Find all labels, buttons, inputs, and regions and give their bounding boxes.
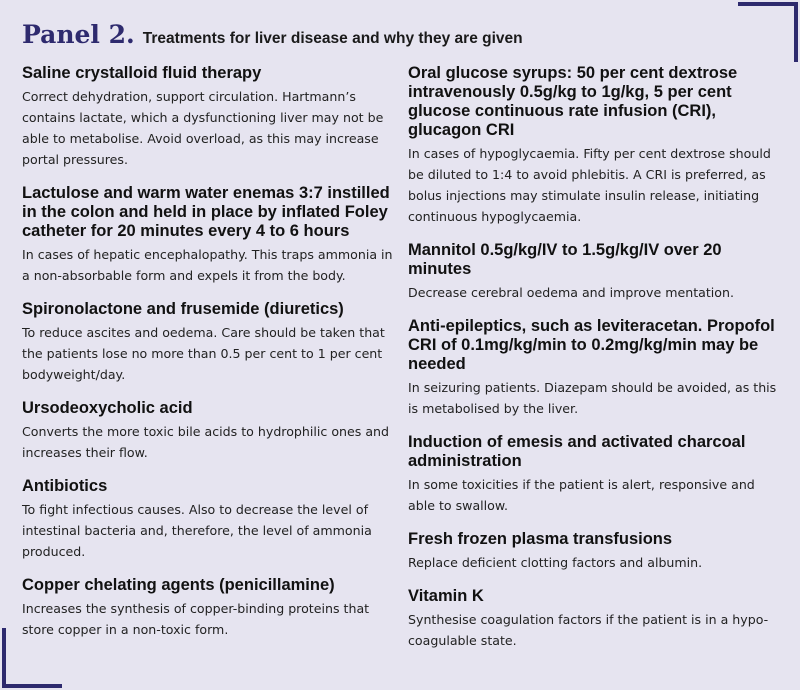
- panel-label: Panel 2.: [22, 20, 135, 49]
- treatment-description: In some toxicities if the patient is alert, responsive and able to swallow.: [408, 477, 755, 513]
- treatment-title: Anti-epileptics, such as leviteracetan. Propofol CRI of 0.1mg/kg/min to 0.2mg/kg/min may be needed: [408, 317, 775, 373]
- treatment-description: Decrease cerebral oedema and improve mentation.: [408, 285, 734, 300]
- panel-subtitle: Treatments for liver disease and why they are given: [142, 30, 523, 47]
- treatment-description: In cases of hepatic encephalopathy. This traps ammonia in a non-absorbable form and expels it from the body.: [22, 247, 393, 283]
- treatment-item: [408, 64, 780, 227]
- treatment-title: Induction of emesis and activated charcoal administration: [408, 433, 746, 470]
- treatment-description: Correct dehydration, support circulation. Hartmann’s contains lactate, which a dysfunctioning liver may not be able to metabolise. Avoid overload, as this may increase portal pressures.: [22, 89, 384, 167]
- treatment-description: In seizuring patients. Diazepam should be avoided, as this is metabolised by the liver.: [408, 380, 777, 416]
- treatment-item: [408, 530, 780, 573]
- right-column: [408, 64, 780, 665]
- treatment-description: To reduce ascites and oedema. Care should be taken that the patients lose no more than 0.5 per cent to 1 per cent bodyweight/day.: [22, 325, 385, 382]
- treatment-title: Copper chelating agents (penicillamine): [22, 576, 335, 594]
- treatment-item: [408, 587, 780, 651]
- treatment-title: Ursodeoxycholic acid: [22, 399, 193, 417]
- treatment-title: Fresh frozen plasma transfusions: [408, 530, 673, 548]
- treatment-title: Saline crystalloid fluid therapy: [22, 64, 262, 82]
- treatment-title: Spironolactone and frusemide (diuretics): [22, 300, 344, 318]
- treatment-description: In cases of hypoglycaemia. Fifty per cent dextrose should be diluted to 1:4 to avoid phlebitis. A CRI is preferred, as bolus injections may stimulate insulin release, initiating continuous hypoglycaemia.: [408, 146, 771, 224]
- treatment-title: Antibiotics: [22, 477, 108, 495]
- treatment-item: [408, 433, 780, 516]
- treatment-description: Increases the synthesis of copper-binding proteins that store copper in a non-toxic form.: [22, 601, 370, 637]
- treatment-item: [408, 317, 780, 419]
- treatment-item: [22, 477, 394, 562]
- treatment-item: [408, 241, 780, 303]
- treatment-item: [22, 300, 394, 385]
- treatment-title: Vitamin K: [408, 587, 484, 605]
- treatment-title: Mannitol 0.5g/kg/IV to 1.5g/kg/IV over 20 minutes: [408, 241, 722, 278]
- treatment-item: [22, 184, 394, 286]
- treatment-item: [22, 576, 394, 640]
- left-column: [22, 64, 394, 654]
- treatment-description: To fight infectious causes. Also to decrease the level of intestinal bacteria and, therefore, the level of ammonia produced.: [22, 502, 372, 559]
- treatment-title: Oral glucose syrups: 50 per cent dextrose intravenously 0.5g/kg to 1g/kg, 5 per cent glucose continuous rate infusion (CRI), glucagon CRI: [408, 64, 738, 139]
- treatment-item: [22, 64, 394, 170]
- treatment-description: Synthesise coagulation factors if the patient is in a hypo-coagulable state.: [408, 612, 769, 648]
- panel-header: [22, 20, 523, 49]
- treatment-title: Lactulose and warm water enemas 3:7 instilled in the colon and held in place by inflated Foley catheter for 20 minutes every 4 to 6 hours: [22, 184, 390, 240]
- treatment-item: [22, 399, 394, 463]
- treatment-description: Converts the more toxic bile acids to hydrophilic ones and increases their flow.: [22, 424, 390, 460]
- treatment-description: Replace deficient clotting factors and albumin.: [408, 555, 703, 570]
- corner-accent-top-right: [738, 2, 798, 62]
